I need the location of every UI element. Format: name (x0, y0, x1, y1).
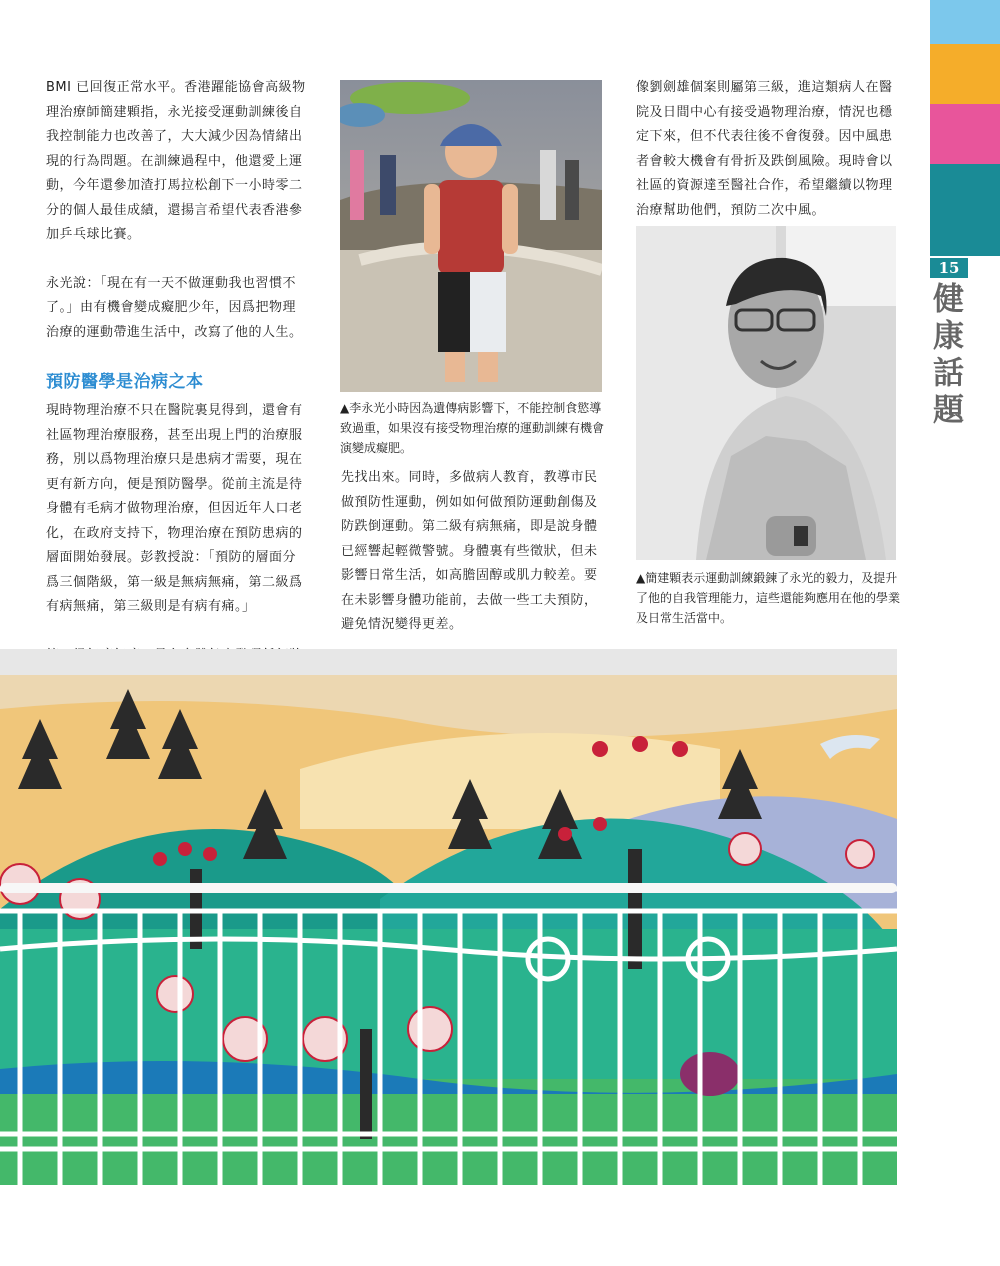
tab-teal (930, 164, 1000, 256)
col2-paragraph-1: 先找出來。同時，多做病人教育，教導市民做預防性運動，例如如何做預防運動創傷及防跌倒運動。第二級有病無痛，即是說身體已經響起輕微警號。身體裏有些徵狀，但未影響日常生活，如高膽固醇或肌力較差。要在未影響身體功能前，去做一些工夫預防，避免情況變得更差。 (341, 470, 598, 632)
photo-man (636, 226, 896, 560)
column-3 (636, 76, 898, 247)
col1-paragraph-1: BMI 已回復正常水平。香港躍能協會高級物理治療師簡建顆指，永光接受運動訓練後自我控制能力也改善了，大大減少因為情緒出現的行為問題。在訓練過程中，他還愛上運動，今年還參加渣打馬拉松創下一小時零二分的個人最佳成績，還揚言希望代表香港參加乒乓球比賽。 (46, 80, 306, 242)
photo-boy (340, 80, 602, 392)
section-heading: 預防醫學是治病之本 (46, 372, 204, 392)
col1-paragraph-2: 永光說：「現在有一天不做運動我也習慣不了。」由有機會變成癡肥少年，因爲把物理治療的運動帶進生活中，改寫了他的人生。 (46, 275, 303, 340)
section-color-tabs (930, 0, 1000, 256)
caption-boy: ▲李永光小時因為遺傳病影響下，不能控制食慾導致過重，如果沒有接受物理治療的運動訓練有機會演變成癡肥。 (340, 401, 605, 455)
tab-blue (930, 0, 1000, 44)
col1-paragraph-3: 現時物理治療不只在醫院裏見得到，還會有社區物理治療服務，甚至出現上門的治療服務，別以爲物理治療只是患病才需要，現在更有新方向，便是預防醫學。從前主流是待身體有毛病才做物理治療，但因近年人口老化，在政府支持下，物理治療在預防患病的層面開始發展。彭教授說：「預防的層面分爲三個階級，第一級是無病無痛，第二級爲有病無痛，第三級則是有病有痛。」 (46, 403, 303, 614)
col3-paragraph-1: 像劉劍雄個案則屬第三級，進這類病人在醫院及日間中心有接受過物理治療，情況也穩定下來，但不代表往後不會復發。因中風患者會較大機會有骨折及跌倒風險。現時會以社區的資源達至醫社合作，希望繼續以物理治療幫助他們，預防二次中風。 (636, 80, 893, 218)
page-number: 15 (930, 258, 968, 278)
tab-orange (930, 44, 1000, 104)
photo-mural-railing (0, 649, 897, 1185)
column-2 (341, 466, 603, 662)
tab-pink (930, 104, 1000, 164)
section-title: 健康話題 (927, 282, 963, 430)
caption-man: ▲簡建顆表示運動訓練鍛鍊了永光的毅力，及提升了他的自我管理能力，這些還能夠應用在他的學業及日常生活當中。 (636, 571, 901, 625)
column-1 (46, 76, 308, 717)
